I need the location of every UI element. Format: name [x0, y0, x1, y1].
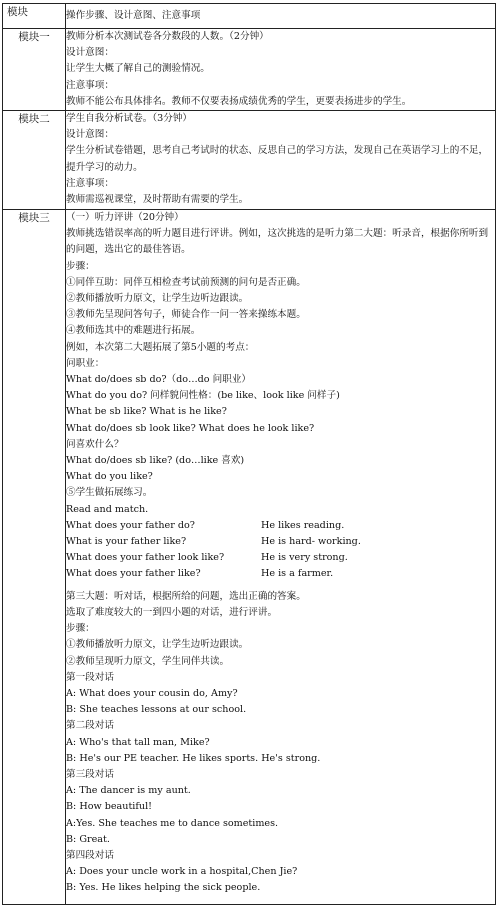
module1-line: 教师不能公布具体排名。教师不仅要表扬成绩优秀的学生，更要表扬进步的学生。	[66, 95, 412, 107]
module1-line: 注意事项：	[66, 79, 114, 91]
module3-line: ④教师选其中的难题进行拓展。	[66, 325, 201, 337]
module2-line: 设计意图：	[66, 129, 114, 141]
module3-line: What do you do? 问样貌问性格：(be like、look like 问样子)	[66, 390, 340, 402]
header-steps-label: 操作步骤、设计意图、注意事项	[66, 10, 201, 21]
match-row	[66, 550, 495, 566]
module3-line: 教师挑选错误率高的听力题目进行评讲。例如，这次挑选的是听力第二大题：听录音，根据你所听到的问题，选出它的最佳答语。	[66, 228, 489, 256]
module3-line: 例如，本次第二大题拓展了第5小题的考点：	[66, 341, 255, 353]
match-row	[66, 566, 495, 582]
module3-line: ②教师呈现听力原文，学生同伴共读。	[66, 655, 230, 667]
match-answer: He is hard- working.	[261, 536, 361, 548]
module3-line: What be sb like? What is he like?	[66, 406, 227, 418]
header-row	[3, 4, 496, 29]
module3-row	[3, 210, 496, 905]
match-question: What does your father look like?	[66, 552, 225, 564]
match-answer: He is very strong.	[261, 552, 348, 564]
module3-line: （一）听力评讲（20分钟）	[66, 212, 184, 224]
module3-line: B: Yes. He likes helping the sick people.	[66, 882, 261, 894]
module3-line: ⑤学生做拓展练习。	[66, 487, 153, 499]
module2-line: 学生分析试卷错题，思考自己考试时的状态、反思自己的学习方法，发现自己在英语学习上的不足，提升学习的动力。	[66, 145, 489, 173]
module3-content	[66, 210, 496, 905]
module3-line: ③教师先呈现问答句子，师徒合作一问一答来操练本题。	[66, 309, 306, 321]
match-answer: He likes reading.	[261, 519, 345, 531]
module3-line: 第二段对话	[66, 720, 114, 732]
module1-content	[66, 29, 496, 111]
module3-line: 问职业：	[66, 357, 105, 369]
module1-line: 设计意图：	[66, 47, 114, 59]
module3-line: ①同伴互助：同伴互相检查考试前预测的问句是否正确。	[66, 276, 306, 288]
match-row	[66, 518, 495, 534]
module3-line: 步骤：	[66, 623, 95, 635]
module3-line: 第一段对话	[66, 671, 114, 683]
match-question: What does your father like?	[66, 568, 201, 580]
match-row	[66, 534, 495, 550]
module3-line: 选取了难度较大的一到四小题的对话，进行评讲。	[66, 606, 278, 618]
module3-line: B: She teaches lessons at our school.	[66, 704, 247, 716]
module3-line: 第三大题：听对话，根据所给的问题，选出正确的答案。	[66, 590, 306, 602]
module3-label: 模块三	[3, 210, 66, 905]
module2-row	[3, 111, 496, 210]
module3-line: A:Yes. She teaches me to dance sometimes.	[66, 817, 279, 829]
module2-line: 注意事项：	[66, 177, 114, 189]
module3-line: B: He's our PE teacher. He likes sports. He's strong.	[66, 752, 321, 764]
module3-line: What do/does sb look like? What does he look like?	[66, 422, 315, 434]
module3-line: 第三段对话	[66, 768, 114, 780]
module3-line: B: Great.	[66, 833, 110, 845]
module3-line: What do/does sb do?（do…do 问职业）	[66, 374, 252, 386]
module1-line: 教师分析本次测试卷各分数段的人数。（2分钟）	[66, 31, 269, 42]
header-module-cell: 模块	[3, 4, 66, 29]
module3-line: B: How beautiful!	[66, 801, 153, 813]
module3-line: 问喜欢什么？	[66, 438, 124, 450]
module3-line: Read and match.	[66, 503, 149, 515]
match-answer: He is a farmer.	[261, 568, 334, 580]
module3-line: ①教师播放听力原文，让学生边听边跟读。	[66, 639, 249, 651]
module3-line: 第四段对话	[66, 849, 114, 861]
match-question: What is your father like?	[66, 536, 187, 548]
module2-line: 学生自我分析试卷。（3分钟）	[66, 113, 193, 125]
module1-line: 让学生大概了解自己的测验情况。	[66, 63, 210, 75]
lesson-plan-table	[2, 3, 496, 905]
module2-line: 教师需巡视课堂，及时帮助有需要的学生。	[66, 194, 249, 206]
module3-line: A: Who's that tall man, Mike?	[66, 736, 210, 748]
module3-line: 步骤：	[66, 260, 95, 272]
module2-label: 模块二	[3, 111, 66, 210]
module1-row	[3, 29, 496, 111]
module3-line: What do/does sb like? (do…like 喜欢)	[66, 455, 245, 467]
module1-label: 模块一	[3, 29, 66, 111]
module3-line: ②教师播放听力原文，让学生边听边跟读。	[66, 293, 249, 305]
match-question: What does your father do?	[66, 519, 195, 531]
module3-line: A: The dancer is my aunt.	[66, 785, 191, 797]
module3-line: A: What does your cousin do, Amy?	[66, 687, 238, 699]
module3-line: What do you like?	[66, 471, 153, 483]
module3-line: A: Does your uncle work in a hospital,Chen Jie?	[66, 866, 298, 878]
header-content-cell	[66, 4, 496, 29]
module2-content	[66, 111, 496, 210]
